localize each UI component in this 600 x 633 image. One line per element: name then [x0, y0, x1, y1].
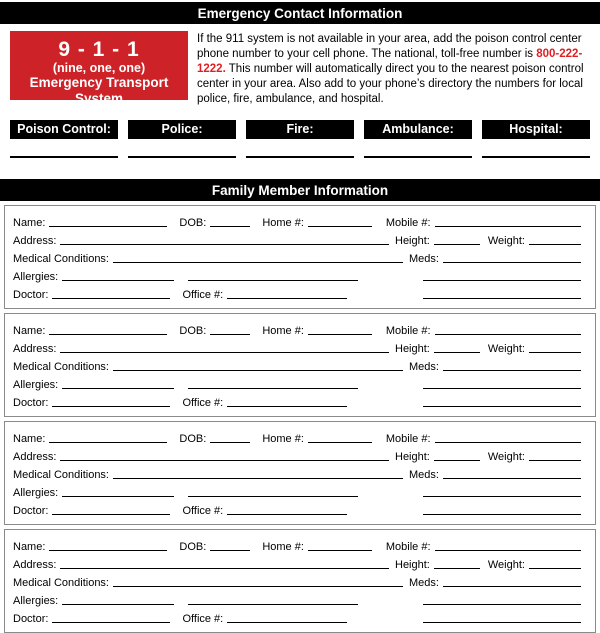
doctor-line: [52, 406, 170, 407]
meds-continuation-group-1: [409, 590, 581, 608]
allergies-row: [13, 374, 581, 392]
dob-label: DOB:: [179, 325, 207, 337]
home-phone-line: [308, 442, 372, 443]
meds-line: [443, 586, 581, 587]
intro-paragraph: [197, 32, 590, 107]
poison-control-phone-number: 800-222-1222.: [197, 48, 583, 75]
doctor-label: Doctor:: [13, 613, 49, 625]
medical-conditions-label: Medical Conditions:: [13, 577, 109, 589]
mobile-phone-line: [435, 442, 581, 443]
home-phone-label: Home #:: [262, 433, 304, 445]
meds-label: Meds:: [409, 577, 439, 589]
meds-continuation-group-2: [409, 608, 581, 626]
meds-label: Meds:: [409, 469, 439, 481]
name-label: Name:: [13, 217, 46, 229]
allergies-row: [13, 590, 581, 608]
contact-fill-line: [364, 156, 472, 158]
meds-group: [409, 464, 581, 482]
medical-conditions-label: Medical Conditions:: [13, 469, 109, 481]
address-row: [13, 338, 581, 356]
weight-line: [529, 568, 581, 569]
doctor-label: Doctor:: [13, 289, 49, 301]
allergies-row: [13, 266, 581, 284]
family-member-block: [4, 529, 596, 633]
office-phone-line: [227, 406, 347, 407]
address-line: [60, 244, 389, 245]
home-phone-line: [308, 334, 372, 335]
home-phone-label: Home #:: [262, 541, 304, 553]
meds-continuation-group-2: [409, 500, 581, 518]
paragraph-text-before: If the 911 system is not available in your area, add the poison control center phone number to your cell phone. The national, toll-free number is: [197, 33, 582, 60]
home-phone-line: [308, 226, 372, 227]
911-number: 9 - 1 - 1: [58, 38, 140, 61]
911-words: (nine, one, one): [52, 61, 146, 75]
allergies-extra-line: [188, 280, 358, 281]
allergies-extra-line: [188, 604, 358, 605]
mobile-phone-line: [435, 226, 581, 227]
mobile-phone-label: Mobile #:: [385, 433, 431, 445]
contact-fill-line: [128, 156, 236, 158]
home-phone-line: [308, 550, 372, 551]
office-phone-label: Office #:: [182, 613, 224, 625]
address-line: [60, 460, 389, 461]
address-label: Address:: [13, 451, 57, 463]
allergies-line: [62, 280, 174, 281]
allergies-extra-line: [188, 496, 358, 497]
allergies-label: Allergies:: [13, 271, 59, 283]
contact-fill-line: [10, 156, 118, 158]
name-label: Name:: [13, 541, 46, 553]
medical-conditions-label: Medical Conditions:: [13, 361, 109, 373]
intro-section: [0, 31, 600, 107]
name-row: [13, 428, 581, 446]
meds-continuation-group-1: [409, 482, 581, 500]
allergies-label: Allergies:: [13, 379, 59, 391]
name-line: [49, 334, 167, 335]
doctor-row: [13, 500, 581, 518]
meds-label: Meds:: [409, 361, 439, 373]
family-member-block: [4, 205, 596, 309]
contact-label-bar: Poison Control:: [10, 120, 118, 139]
meds-continuation-group-2: [409, 284, 581, 302]
contact-label-bar: Ambulance:: [364, 120, 472, 139]
family-member-block: [4, 313, 596, 417]
office-phone-label: Office #:: [182, 289, 224, 301]
medical-conditions-label: Medical Conditions:: [13, 253, 109, 265]
meds-continuation-line-2: [423, 514, 581, 515]
weight-line: [529, 244, 581, 245]
section-header-emergency: [0, 2, 600, 24]
height-weight-group: [395, 446, 581, 464]
address-line: [60, 568, 389, 569]
medical-conditions-line: [113, 262, 403, 263]
mobile-phone-line: [435, 550, 581, 551]
medical-conditions-line: [113, 478, 403, 479]
address-label: Address:: [13, 559, 57, 571]
meds-continuation-line-2: [423, 298, 581, 299]
weight-line: [529, 352, 581, 353]
weight-label: Weight:: [487, 235, 525, 247]
height-weight-group: [395, 230, 581, 248]
medical-conditions-line: [113, 370, 403, 371]
section-header-emergency-title: Emergency Contact Information: [197, 6, 403, 21]
name-label: Name:: [13, 325, 46, 337]
section-header-family-title: Family Member Information: [211, 183, 389, 198]
doctor-row: [13, 608, 581, 626]
doctor-label: Doctor:: [13, 505, 49, 517]
address-line: [60, 352, 389, 353]
home-phone-label: Home #:: [262, 217, 304, 229]
name-line: [49, 550, 167, 551]
medical-conditions-row: [13, 572, 581, 590]
name-line: [49, 226, 167, 227]
dob-label: DOB:: [179, 217, 207, 229]
home-phone-label: Home #:: [262, 325, 304, 337]
mobile-phone-line: [435, 334, 581, 335]
weight-label: Weight:: [487, 343, 525, 355]
height-label: Height:: [395, 451, 430, 463]
address-row: [13, 446, 581, 464]
address-label: Address:: [13, 235, 57, 247]
meds-group: [409, 248, 581, 266]
allergies-label: Allergies:: [13, 487, 59, 499]
contact-bars: [10, 120, 590, 139]
allergies-label: Allergies:: [13, 595, 59, 607]
mobile-phone-label: Mobile #:: [385, 541, 431, 553]
height-line: [434, 352, 480, 353]
emergency-form-page: [0, 2, 600, 633]
meds-continuation-line-1: [423, 604, 581, 605]
meds-label: Meds:: [409, 253, 439, 265]
medical-conditions-row: [13, 464, 581, 482]
address-row: [13, 230, 581, 248]
name-row: [13, 320, 581, 338]
name-row: [13, 536, 581, 554]
height-weight-group: [395, 338, 581, 356]
paragraph-text-after: This number will automatically direct you to the nearest poison control center in your area. Also add to your phone’s directory the numbers for local police, fire, ambulance, and hospital.: [197, 63, 584, 105]
height-weight-group: [395, 554, 581, 572]
meds-continuation-line-2: [423, 406, 581, 407]
office-phone-label: Office #:: [182, 397, 224, 409]
meds-line: [443, 262, 581, 263]
family-blocks: [4, 205, 596, 633]
height-label: Height:: [395, 235, 430, 247]
height-label: Height:: [395, 559, 430, 571]
mobile-phone-label: Mobile #:: [385, 217, 431, 229]
contact-fill-line: [482, 156, 590, 158]
meds-continuation-group-1: [409, 266, 581, 284]
meds-group: [409, 356, 581, 374]
911-badge: [10, 31, 188, 106]
contact-fill-line: [246, 156, 354, 158]
meds-line: [443, 370, 581, 371]
medical-conditions-line: [113, 586, 403, 587]
weight-label: Weight:: [487, 559, 525, 571]
name-label: Name:: [13, 433, 46, 445]
doctor-line: [52, 298, 170, 299]
dob-label: DOB:: [179, 541, 207, 553]
meds-continuation-line-1: [423, 388, 581, 389]
mobile-phone-label: Mobile #:: [385, 325, 431, 337]
allergies-line: [62, 388, 174, 389]
doctor-label: Doctor:: [13, 397, 49, 409]
dob-line: [210, 442, 250, 443]
height-line: [434, 244, 480, 245]
dob-line: [210, 334, 250, 335]
meds-continuation-group-1: [409, 374, 581, 392]
allergies-line: [62, 604, 174, 605]
dob-line: [210, 226, 250, 227]
weight-line: [529, 460, 581, 461]
contact-lines: [10, 156, 590, 158]
meds-continuation-group-2: [409, 392, 581, 410]
height-label: Height:: [395, 343, 430, 355]
office-phone-line: [227, 298, 347, 299]
doctor-line: [52, 514, 170, 515]
allergies-extra-line: [188, 388, 358, 389]
office-phone-label: Office #:: [182, 505, 224, 517]
911-caption: Emergency Transport System: [29, 75, 169, 106]
section-header-family: [0, 179, 600, 201]
height-line: [434, 568, 480, 569]
meds-group: [409, 572, 581, 590]
meds-line: [443, 478, 581, 479]
meds-continuation-line-1: [423, 496, 581, 497]
dob-label: DOB:: [179, 433, 207, 445]
contact-label-bar: Police:: [128, 120, 236, 139]
height-line: [434, 460, 480, 461]
contact-label-bar: Fire:: [246, 120, 354, 139]
medical-conditions-row: [13, 356, 581, 374]
name-line: [49, 442, 167, 443]
medical-conditions-row: [13, 248, 581, 266]
allergies-line: [62, 496, 174, 497]
doctor-row: [13, 392, 581, 410]
doctor-row: [13, 284, 581, 302]
name-row: [13, 212, 581, 230]
dob-line: [210, 550, 250, 551]
weight-label: Weight:: [487, 451, 525, 463]
family-member-block: [4, 421, 596, 525]
address-row: [13, 554, 581, 572]
allergies-row: [13, 482, 581, 500]
office-phone-line: [227, 514, 347, 515]
contact-label-bar: Hospital:: [482, 120, 590, 139]
meds-continuation-line-1: [423, 280, 581, 281]
address-label: Address:: [13, 343, 57, 355]
